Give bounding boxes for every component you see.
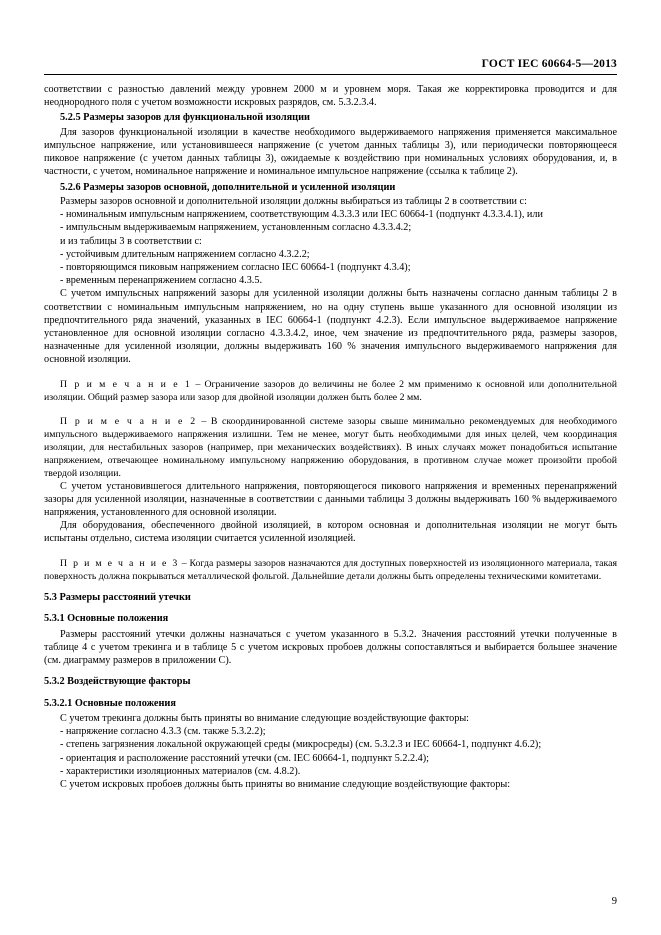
list-item: - ориентация и расположение расстояний утечки (см. IEC 60664-1, подпункт 5.2.2.4); xyxy=(60,752,429,764)
note-text: – Когда размеры зазоров назначаются для доступных поверхностей из изоляционного материала, такая поверхность должна покрываться металлической фольгой. Дальнейшие детали должны быть определены техническими комитетами. xyxy=(44,557,617,582)
note-text: – В скоординированной системе зазоры свыше минимально рекомендуемых для необходимого импульсного выдерживаемого напряжения излишни. Тем не менее, могут быть необходимыми для иных целей, чем координация изоляции, для нестабильных зазоров (например, при механических воздействиях). В иных случаях может понадобиться испытание напряжением, отвечающее номинальному импульсному напряжению оборудования, в противном случае может произойти пробой твердой изоляции. xyxy=(44,415,617,479)
paragraph: С учетом трекинга должны быть приняты во внимание следующие воздействующие факторы: xyxy=(60,712,470,724)
paragraph: С учетом искровых пробоев должны быть приняты во внимание следующие воздействующие факторы: xyxy=(60,778,511,790)
paragraph: С учетом импульсных напряжений зазоры для усиленной изоляции должны быть назначены согласно данным таблицы 2 в соответствии с номинальным импульсным напряжением, но на одну ступень выше указанного для основной изоляции из предпочтительного ряда значений, указанных в IEC 60664-1 (подпункт 4.2.3). Если импульсное выдерживаемое напряжение установленное для основной изоляции согласно 4.3.3.4.2, иное, чем значение из предпочтительного ряда, размеры зазоров, назначенные для усиленной изоляции, должны выдерживать 160 % значения импульсного выдерживаемого напряжения для основной изоляции. xyxy=(44,288,617,366)
note-paragraph xyxy=(44,415,617,480)
page-number: 9 xyxy=(611,896,617,907)
note-paragraph xyxy=(44,557,617,583)
paragraph: соответствии с разностью давлений между уровнем 2000 м и уровнем моря. Такая же корректировка проводится и для неоднородного поля с учетом возможности искровых разрядов, см. 5.3.2.3.4. xyxy=(44,84,617,109)
section-heading: 5.3.2 Воздействующие факторы xyxy=(44,676,191,688)
list-item: - импульсным выдерживаемым напряжением, установленным согласно 4.3.3.4.2; xyxy=(60,222,412,234)
paragraph: С учетом установившегося длительного напряжения, повторяющегося пикового напряжения и временных перенапряжений зазоры для усиленной изоляции, назначенные в соответствии с данными таблицы 3 должны выдерживать 160 % выдерживаемого напряжения, установленного для основной изоляции. xyxy=(44,480,617,519)
note-label: П р и м е ч а н и е 2 xyxy=(60,415,197,427)
note-paragraph xyxy=(44,378,617,404)
section-heading: 5.3.2.1 Основные положения xyxy=(44,697,176,709)
section-heading: 5.2.5 Размеры зазоров для функциональной изоляции xyxy=(60,112,310,124)
paragraph: Размеры расстояний утечки должны назначаться с учетом указанного в 5.3.2. Значения расстояний утечки полученные в таблице 4 с учетом трекинга и в таблице 5 с учетом искровых пробоев должны сопоставляться и выбирается большее значение (см. диаграмму размеров в приложении С). xyxy=(44,628,617,666)
list-item: - номинальным импульсным напряжением, соответствующим 4.3.3.3 или IEC 60664-1 (подпункт 4.3.3.4.1), или xyxy=(60,209,543,221)
list-item: - временным перенапряжением согласно 4.3.5. xyxy=(60,275,262,287)
paragraph: Для оборудования, обеспеченного двойной изоляцией, в котором основная и дополнительная изоляции не могут быть испытаны отдельно, система изоляции считается усиленной изоляцией. xyxy=(44,520,617,545)
section-heading: 5.3.1 Основные положения xyxy=(44,613,169,625)
document-body xyxy=(44,83,617,791)
note-label: П р и м е ч а н и е 3 xyxy=(60,557,179,569)
note-label: П р и м е ч а н и е 1 xyxy=(60,378,192,390)
section-heading: 5.2.6 Размеры зазоров основной, дополнительной и усиленной изоляции xyxy=(60,181,396,193)
list-item: - характеристики изоляционных материалов (см. 4.8.2). xyxy=(60,765,301,777)
section-heading: 5.3 Размеры расстояний утечки xyxy=(44,591,191,603)
header-divider xyxy=(44,74,617,75)
paragraph: Размеры зазоров основной и дополнительной изоляции должны выбираться из таблицы 2 в соответствии с: xyxy=(60,196,527,208)
list-item: - устойчивым длительным напряжением согласно 4.3.2.2; xyxy=(60,248,310,260)
list-item: - напряжение согласно 4.3.3 (см. также 5.3.2.2); xyxy=(60,726,266,738)
paragraph: Для зазоров функциональной изоляции в качестве необходимого выдерживаемого напряжения применяется максимальное импульсное напряжение, или установившееся напряжение (с учетом данных таблицы 3), или периодически повторяющееся пиковое напряжение (с учетом данных таблицы 3), ожидаемые к воздействию при номинальных условиях оборудования, и, в частности, с учетом, номинальное напряжение и номинальное импульсное напряжение (ссылка к таблице 2). xyxy=(44,126,617,178)
list-item: и из таблицы 3 в соответствии с: xyxy=(60,235,202,247)
list-item: - степень загрязнения локальной окружающей среды (микросреды) (см. 5.3.2.3 и IEC 60664-1, подпункт 4.6.2); xyxy=(60,739,542,751)
note-text: – Ограничение зазоров до величины не более 2 мм применимо к основной или дополнительной изоляции. Общий размер зазора или зазор для двойной изоляции должен быть более 2 мм. xyxy=(44,378,617,403)
list-item: - повторяющимся пиковым напряжением согласно IEC 60664-1 (подпункт 4.3.4); xyxy=(60,262,411,274)
page-header: ГОСТ IEC 60664-5—2013 xyxy=(481,58,617,70)
